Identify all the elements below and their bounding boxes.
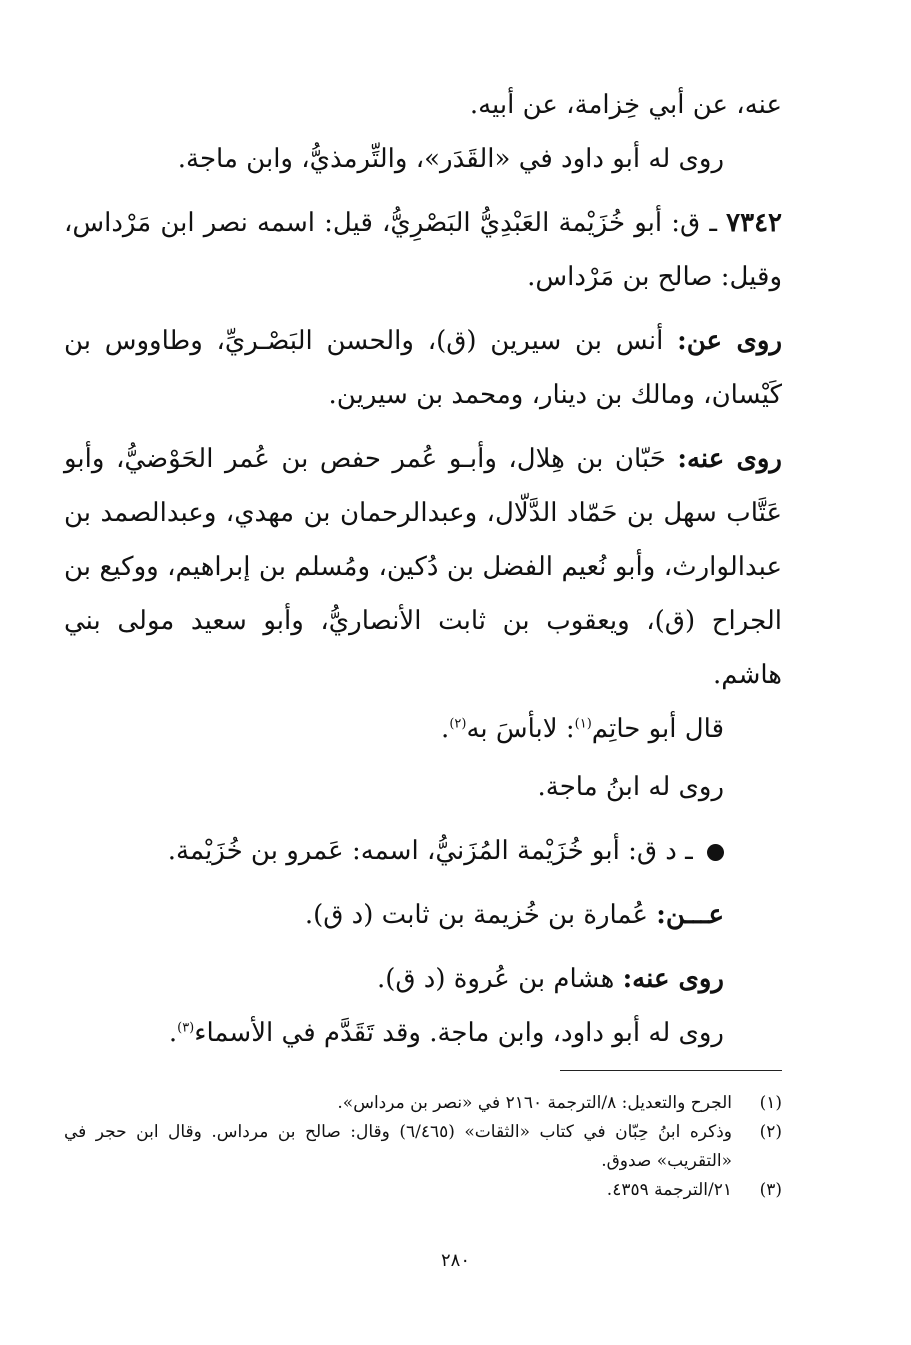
paragraph-by2 [64, 952, 782, 1006]
narrated-from-text: أنس بن سيرين (ق)، والحسن البَصْـريِّ، وطاووس بن كَيْسان، ومالك بن دينار، ومحمد بن سيرين. [64, 326, 782, 410]
main-text [64, 78, 782, 1060]
footnote-number: (٣) [759, 1180, 782, 1200]
final-text: روى له أبو داود، وابن ماجة. وقد تَقَدَّم في الأسماء [194, 1018, 724, 1048]
final-end: . [168, 1018, 178, 1048]
by2-text: هشام بن عُروة (د ق). [376, 964, 623, 994]
footnote-number: (٢) [759, 1122, 782, 1142]
footnote-2 [64, 1118, 782, 1176]
page-number: ٢٨٠ [440, 1250, 470, 1271]
entry2-prefix: ـ د ق: [628, 836, 701, 866]
abu-hatim-middle: : لابأسَ به [466, 714, 575, 744]
entry-number: ٧٣٤٢ [726, 208, 782, 238]
narrated-by-text: حَبّان بن هِلال، وأبـو عُمر حفص بن عُمر الحَوْضيُّ، وأبو عَتَّاب سهل بن حَمّاد الدَّلّال، وعبدالرحمان بن مهدي، وعبدالصمد بن عبدالوارث، وأبو نُعيم الفضل بن دُكين، ومُسلم بن إبراهيم، ووكيع بن الجراح (ق)، ويعقوب بن ثابت الأنصاريُّ، وأبو سعيد مولى بني هاشم. [64, 444, 782, 690]
footnote-1 [64, 1089, 782, 1118]
footnote-marker-3: (٣) [177, 1020, 195, 1036]
paragraph-from2 [64, 888, 782, 942]
paragraph-final [64, 1006, 782, 1060]
paragraph-narrated-from [64, 314, 782, 422]
entry-abu-khuzayma-muzani [64, 824, 782, 878]
from2-label: عـــن: [656, 900, 724, 930]
entry2-text: أبو خُزَيْمة المُزَنيُّ، اسمه: عَمرو بن خُزَيْمة. [167, 836, 629, 866]
bullet-dot-icon [707, 844, 724, 861]
paragraph-narrated-by [64, 432, 782, 702]
footnotes [64, 1089, 782, 1205]
entry-7342 [64, 196, 782, 304]
footnote-text: الجرح والتعديل: ٨/الترجمة ٢١٦٠ في «نصر بن مرداس». [337, 1093, 732, 1113]
paragraph-abu-hatim [64, 702, 782, 756]
paragraph-continuation: عنه، عن أبي خِزامة، عن أبيه. [469, 90, 782, 120]
footnote-separator [560, 1070, 782, 1071]
abu-hatim-before: قال أبو حاتِم [591, 714, 724, 744]
footnote-marker-1: (١) [574, 716, 592, 732]
paragraph-ibn-majah: روى له ابنُ ماجة. [537, 772, 724, 802]
by2-label: روى عنه: [622, 964, 724, 994]
narrated-by-label: روى عنه: [677, 444, 782, 474]
footnote-text: وذكره ابنُ حِبّان في كتاب «الثقات» (٦/٤٦٥) وقال: صالح بن مرداس. وقال ابن حجر في «التقريب» صدوق. [64, 1122, 732, 1171]
footnote-marker-2: (٢) [449, 716, 467, 732]
narrated-from-label: روى عن: [677, 326, 782, 356]
abu-hatim-after: . [441, 714, 450, 744]
from2-text: عُمارة بن خُزيمة بن ثابت (د ق). [304, 900, 657, 930]
entry-text: ـ ق: أبو خُزَيْمة العَبْدِيُّ البَصْرِيُّ، قيل: اسمه نصر ابن مَرْداس، وقيل: صالح بن مَرْداس. [64, 208, 782, 292]
footnote-number: (١) [759, 1093, 782, 1113]
footnote-3 [64, 1176, 782, 1205]
paragraph-narrated-by-list: روى له أبو داود في «القَدَر»، والتِّرمذيُّ، وابن ماجة. [177, 144, 724, 174]
footnote-text: ٢١/الترجمة ٤٣٥٩. [606, 1180, 732, 1200]
